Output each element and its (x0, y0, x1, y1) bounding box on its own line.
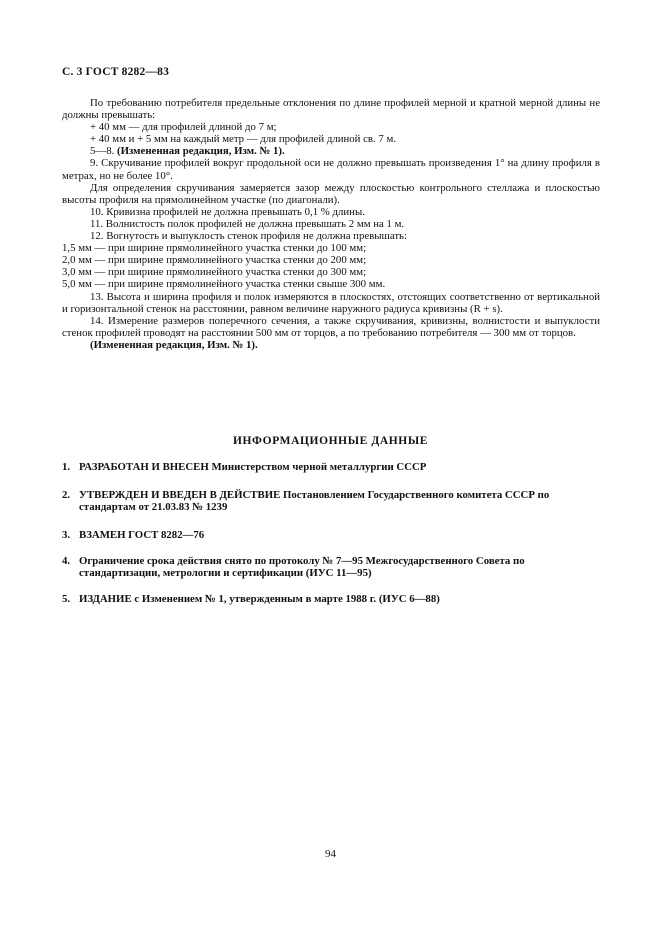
document-body (62, 97, 600, 351)
paragraph: 2,0 мм — при ширине прямолинейного участка стенки до 200 мм; (62, 254, 367, 267)
paragraph: 1,5 мм — при ширине прямолинейного участка стенки до 100 мм; (62, 242, 367, 255)
info-item-text: с Изменением № 1, утвержденным в марте 1988 г. (ИУС 6—88) (134, 593, 440, 605)
paragraph: + 40 мм и + 5 мм на каждый метр — для профилей длиной св. 7 м. (90, 133, 397, 146)
info-item (62, 593, 600, 605)
info-item (62, 489, 600, 514)
info-item (62, 529, 600, 541)
paragraph: 9. Скручивание профилей вокруг продольной оси не должно превышать произведения 1° на длину профиля в метрах, но не более 10°. (62, 157, 600, 182)
info-item-lead: РАЗРАБОТАН И ВНЕСЕН (79, 461, 209, 473)
info-item (62, 461, 600, 473)
amendment-note: (Измененная редакция, Изм. № 1). (90, 338, 258, 351)
amendment-note: (Измененная редакция, Изм. № 1). (117, 145, 285, 158)
paragraph: Для определения скручивания замеряется зазор между плоскостью контрольного стеллажа и плоскостью высоты профиля на прямолинейном участке (по диагонали). (62, 181, 600, 206)
info-item-number: 5. (62, 593, 71, 605)
paragraph: 11. Волнистость полок профилей не должна превышать 2 мм на 1 м. (90, 217, 405, 230)
info-item-lead: УТВЕРЖДЕН И ВВЕДЕН В ДЕЙСТВИЕ (79, 489, 281, 501)
info-item-number: 2. (62, 489, 71, 501)
info-item-lead: ИЗДАНИЕ (79, 593, 132, 605)
info-item-number: 1. (62, 461, 71, 473)
page-number: 94 (325, 848, 336, 860)
paragraph: 3,0 мм — при ширине прямолинейного участка стенки до 300 мм; (62, 266, 367, 279)
info-item-number: 3. (62, 529, 71, 541)
info-item-text: Постановлением Государственного комитета СССР по стандартам от 21.03.83 № 1239 (79, 489, 550, 514)
paragraph: 5,0 мм — при ширине прямолинейного участка стенки свыше 300 мм. (62, 278, 386, 291)
paragraph (62, 145, 600, 157)
paragraph: По требованию потребителя предельные отклонения по длине профилей мерной и кратной мерной длины не должны превышать: (62, 97, 600, 122)
paragraph: 12. Вогнутость и выпуклость стенок профиля не должна превышать: (90, 230, 407, 243)
info-item (62, 555, 600, 580)
paragraph: 13. Высота и ширина профиля и полок измеряются в плоскостях, отстоящих соответственно от вертикальной и горизонтальной стенок на расстоянии, равном величине наружного радиуса кривизны (R + s). (62, 290, 600, 315)
running-title: С. 3 ГОСТ 8282—83 (62, 66, 170, 78)
info-item-text: Министерством черной металлургии СССР (211, 461, 427, 473)
info-item-text: Ограничение срока действия снято по протоколу № 7—95 Межгосударственного Совета по стандартизации, метрологии и сертификации (ИУС 11—95) (79, 555, 525, 580)
info-section-title: ИНФОРМАЦИОННЫЕ ДАННЫЕ (232, 435, 429, 447)
paragraph: 14. Измерение размеров поперечного сечения, а также скручивания, кривизны, волнистости и выпуклости стенок профилей проводят на расстоянии 500 мм от торцов, а по требованию потребителя — 300 мм от торцов. (62, 314, 600, 339)
paragraph: 10. Кривизна профилей не должна превышать 0,1 % длины. (90, 205, 365, 218)
info-item-number: 4. (62, 555, 71, 567)
paragraph: + 40 мм — для профилей длиной до 7 м; (90, 121, 277, 134)
info-item-lead: ВЗАМЕН ГОСТ 8282—76 (79, 529, 205, 541)
clause-number: 5—8. (90, 145, 115, 158)
